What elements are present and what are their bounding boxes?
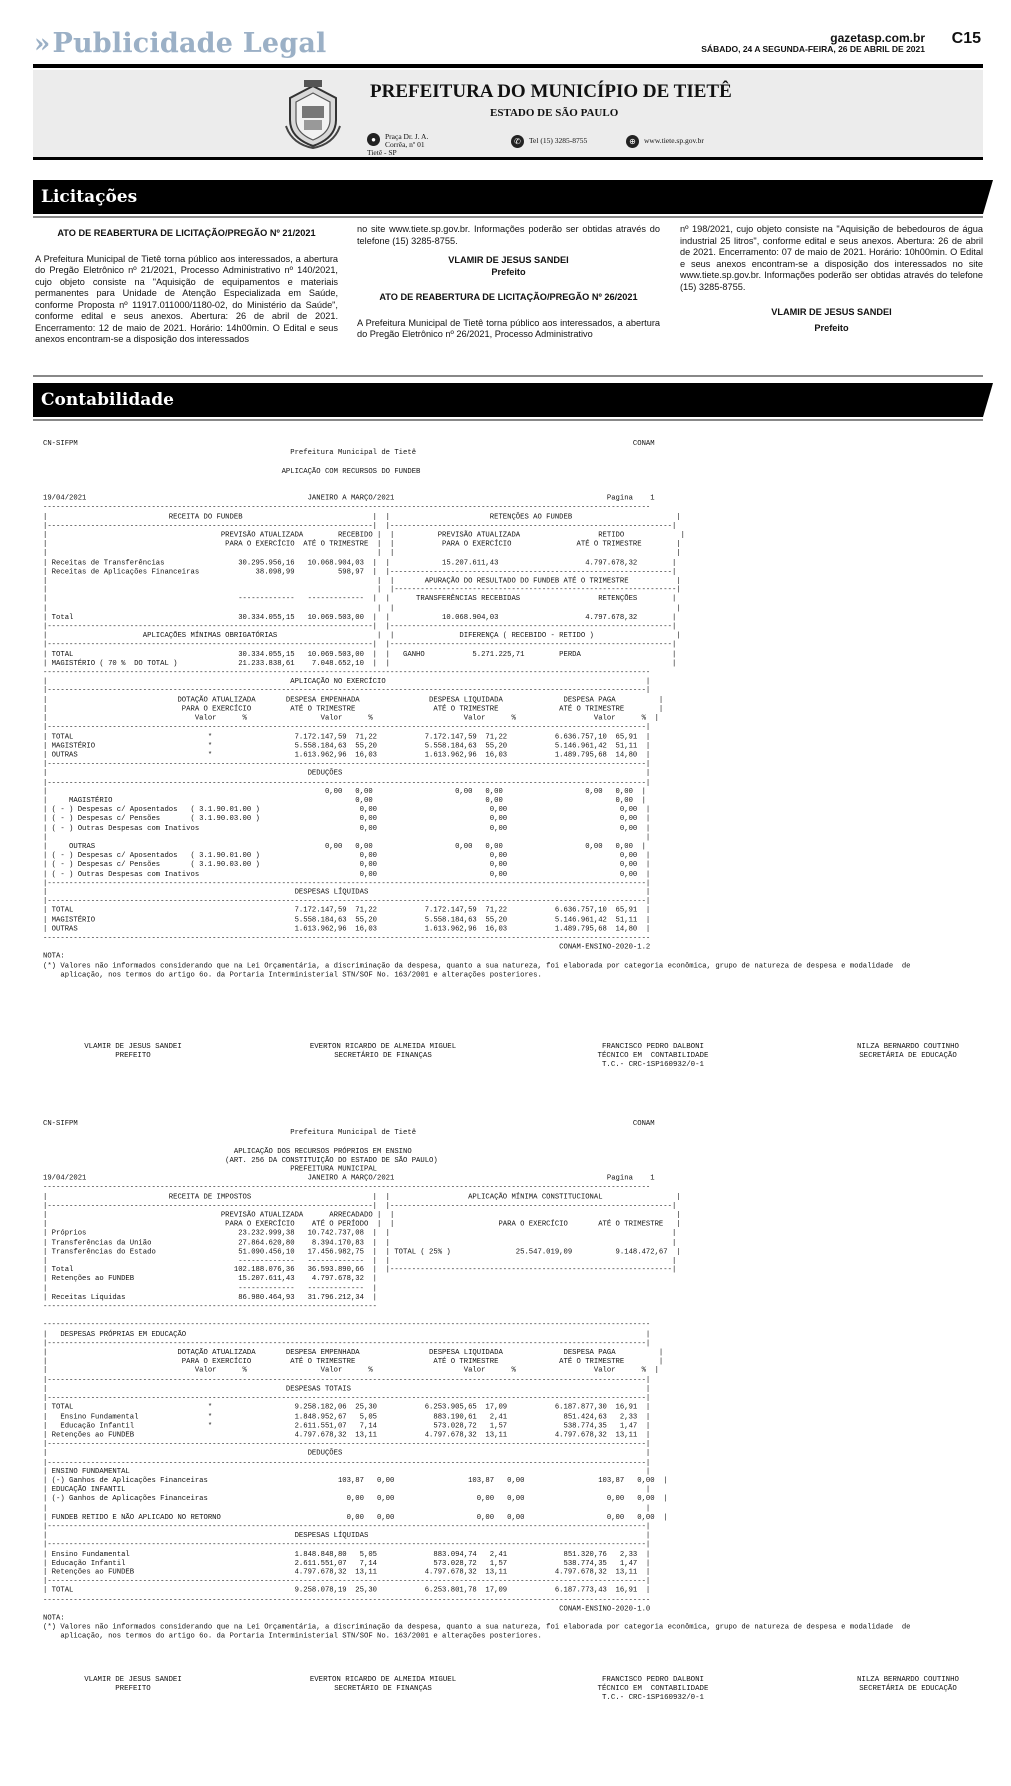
section-rule [33,216,983,218]
address-line-2: Tietê - SP [367,148,397,157]
signatory-name: EVERTON RICARDO DE ALMEIDA MIGUEL [309,1676,457,1684]
signatory-name: EVERTON RICARDO DE ALMEIDA MIGUEL [309,1043,457,1051]
signatory [813,1043,1003,1061]
signatory [813,1676,1003,1694]
signatory [553,1043,753,1070]
signature-name: VLAMIR DE JESUS SANDEI [448,255,569,265]
location-pin-icon: ● [367,133,380,146]
page-number: C15 [951,30,981,47]
signatory-registration: T.C.- CRC-1SP160932/0-1 [601,1061,704,1069]
signatory-role: SECRETÁRIO DE FINANÇAS [334,1052,432,1060]
address-line-1: Praça Dr. J. A. Corrêa, nº 01 [385,132,429,149]
signatures-block-1 [43,1043,983,1083]
signatory [43,1676,223,1694]
site-url[interactable]: gazetasp.com.br [830,31,925,45]
double-chevron-icon: » [34,29,51,59]
signatory [263,1043,503,1061]
signatory-role: SECRETÁRIA DE EDUCAÇÃO [859,1052,957,1060]
contact-web [626,135,704,148]
signatory-name: NILZA BERNARDO COUTINHO [856,1043,959,1051]
signatory-role: TÉCNICO EM CONTABILIDADE [597,1052,709,1060]
municipal-crest-icon [282,80,344,150]
signatory-name: NILZA BERNARDO COUTINHO [856,1676,959,1684]
notice-body: A Prefeitura Municipal de Tietê torna público aos interessados, a abertura do Pregão Eletrônico nº 26/2021, Processo Administrativo [357,317,660,339]
phone-icon: ✆ [511,135,524,148]
brand-label: Publicidade Legal [52,28,327,59]
signatory [43,1043,223,1061]
notice-title: ATO DE REABERTURA DE LICITAÇÃO/PREGÃO Nº 26/2021 [379,292,638,302]
signatory-registration: T.C.- CRC-1SP160932/0-1 [601,1694,704,1702]
signatory-name: VLAMIR DE JESUS SANDEI [84,1043,182,1051]
phone-number[interactable]: Tel (15) 3285-8755 [529,136,588,146]
signatory [553,1676,753,1703]
signature-name: VLAMIR DE JESUS SANDEI [771,307,892,317]
notice-title: ATO DE REABERTURA DE LICITAÇÃO/PREGÃO Nº 21/2021 [57,228,316,238]
signatures-block-2 [43,1676,983,1716]
prefeitura-title: PREFEITURA DO MUNICÍPIO DE TIETÊ [370,81,732,102]
section-rule [33,375,983,377]
signatory-role: SECRETÁRIA DE EDUCAÇÃO [859,1685,957,1693]
contact-address [367,133,452,157]
section-licitacoes [33,180,983,214]
notice-body: nº 198/2021, cujo objeto consiste na "Aquisição de bebedouros de água industrial 25 litros", conforme edital e seus anexos. Abertura: 26 de abril de 2021. Encerramento: 07 de maio de 2021. Horário: 10h00min. O Edital e seus anexos encontram-se a disposição dos interessados no site www.tiete.sp.gov.br. Informações poderão ser obtidas através do telefone (15) 3285-8755. [680,224,983,292]
issue-date: SÁBADO, 24 A SEGUNDA-FEIRA, 26 DE ABRIL DE 2021 [701,44,925,54]
signatory-role: PREFEITO [115,1685,151,1693]
ensino-report: CN-SIFPM CONAM Prefeitura Municipal de Tietê APLICAÇÃO DOS RECURSOS PRÓPRIOS EM ENSINO (ART. 256 DA CONSTITUIÇÃO DO ESTADO DE SÃO PAULO) PREFEITURA MUNICIPAL 19/04/2021 JANEIRO A MARÇO/2021 Pagina 1 -------------------------------------------------------------------------------------------------------------------------------------------- | RECEITA DE IMPOSTOS | | APLICAÇÃO MÍNIMA CONSTITUCIONAL | |---------------------------------------------------------------------------| |-----------------------------------------------------------------| | PREVISÃO ATUALIZADA ARRECADADO | | | | PARA O EXERCÍCIO ATÉ O PERÍODO | | PARA O EXERCÍCIO ATÉ O TRIMESTRE | | Próprios 23.232.999,38 10.742.737,08 | | | | Transferências da União 27.864.620,80 8.394.170,83 | | | | Transferências do Estado 51.090.456,10 17.456.982,75 | | TOTAL ( 25% ) 25.547.019,09 9.148.472,67 | | ------------- ------------- | | | | Total 102.188.076,36 36.593.890,66 | |-----------------------------------------------------------------| | Retenções ao FUNDEB 15.207.611,43 4.797.678,32 | | ------------- ------------- | | Receitas Líquidas 86.980.464,93 31.796.212,34 | ----------------------------------------------------------------------------- -------------------------------------------------------------------------------------------------------------------------------------------- | DESPESAS PRÓPRIAS EM EDUCAÇÃO | |------------------------------------------------------------------------------------------------------------------------------------------| | DOTAÇÃO ATUALIZADA DESPESA EMPENHADA DESPESA LIQUIDADA DESPESA PAGA | | PARA O EXERCÍCIO ATÉ O TRIMESTRE ATÉ O TRIMESTRE ATÉ O TRIMESTRE | | Valor % Valor % Valor % Valor % | |------------------------------------------------------------------------------------------------------------------------------------------| | DESPESAS TOTAIS | |------------------------------------------------------------------------------------------------------------------------------------------| | TOTAL * 9.258.182,06 25,30 6.253.905,65 17,09 6.187.877,30 16,91 | | Ensino Fundamental * 1.848.952,67 5,05 883.190,61 2,41 851.424,63 2,33 | | Educação Infantil * 2.611.551,07 7,14 573.028,72 1,57 538.774,35 1,47 | | Retenções ao FUNDEB 4.797.678,32 13,11 4.797.678,32 13,11 4.797.678,32 13,11 | |------------------------------------------------------------------------------------------------------------------------------------------| | DEDUÇÕES | |------------------------------------------------------------------------------------------------------------------------------------------| | ENSINO FUNDAMENTAL | | (-) Ganhos de Aplicações Financeiras 103,87 0,00 103,87 0,00 103,87 0,00 | | EDUCAÇÃO INFANTIL | | (-) Ganhos de Aplicações Financeiras 0,00 0,00 0,00 0,00 0,00 0,00 | | | | FUNDEB RETIDO E NÃO APLICADO NO RETORNO 0,00 0,00 0,00 0,00 0,00 0,00 | |------------------------------------------------------------------------------------------------------------------------------------------| | DESPESAS LÍQUIDAS | |------------------------------------------------------------------------------------------------------------------------------------------| | Ensino Fundamental 1.848.848,80 5,05 883.094,74 2,41 851.320,76 2,33 | | Educação Infantil 2.611.551,07 7,14 573.028,72 1,57 538.774,35 1,47 | | Retenções ao FUNDEB 4.797.678,32 13,11 4.797.678,32 13,11 4.797.678,32 13,11 | |------------------------------------------------------------------------------------------------------------------------------------------| | TOTAL 9.258.078,19 25,30 6.253.801,78 17,09 6.187.773,43 16,91 | -------------------------------------------------------------------------------------------------------------------------------------------- CONAM-ENSINO-2020-1.0 NOTA: (*) Valores não informados considerando que na Lei Orçamentária, a discriminação da despesa, quanto a sua natureza, foi elaborada por categoria econômica, grupo de natureza de despesa e modalidade de aplicação, nos termos do artigo 6o. da Portaria Interministerial STN/SOF No. 163/2001 e alterações posteriores. [43,1120,911,1641]
globe-icon: ⊕ [626,135,639,148]
signatory [263,1676,503,1694]
notice-column-1 [35,228,338,354]
signature-title: Prefeito [491,266,526,277]
signatory-name: FRANCISCO PEDRO DALBONI [601,1043,704,1051]
prefeitura-subtitle: ESTADO DE SÃO PAULO [490,107,619,119]
notice-body: A Prefeitura Municipal de Tietê torna público aos interessados, a abertura do Pregão Eletrônico nº 21/2021, Processo Administrativo nº 140/2021, cujo objeto consiste na "Aquisição de equipamentos e materiais permanentes para Unidade de Atenção Especializada em Saúde, conforme Proposta nº 11917.011000/1180-02, do Ministério da Saúde", conforme edital e seus anexos. Abertura: 26 de abril de 2021. Encerramento: 12 de maio de 2021. Horário: 14h00min. O Edital e seus anexos encontram-se a disposição dos interessados [35,253,338,344]
notice-column-2 [357,224,660,349]
web-address[interactable]: www.tiete.sp.gov.br [644,136,704,146]
signatory-name: VLAMIR DE JESUS SANDEI [84,1676,182,1684]
signature-title: Prefeito [814,322,849,333]
signatory-role: TÉCNICO EM CONTABILIDADE [597,1685,709,1693]
signatory-role: SECRETÁRIO DE FINANÇAS [334,1685,432,1693]
section-contabilidade [33,383,983,417]
signatory-role: PREFEITO [115,1052,151,1060]
notice-column-3 [680,224,983,344]
section-title: Contabilidade [41,390,174,410]
contact-phone [511,135,587,148]
header-rule [33,64,983,68]
fundeb-report: CN-SIFPM CONAM Prefeitura Municipal de Tietê APLICAÇÃO COM RECURSOS DO FUNDEB 19/04/2021 JANEIRO A MARÇO/2021 Pagina 1 -------------------------------------------------------------------------------------------------------------------------------------------- | RECEITA DO FUNDEB | | RETENÇÕES AO FUNDEB | |---------------------------------------------------------------------------| |-----------------------------------------------------------------| | PREVISÃO ATUALIZADA RECEBIDO | | PREVISÃO ATUALIZADA RETIDO | | PARA O EXERCÍCIO ATÉ O TRIMESTRE | | PARA O EXERCÍCIO ATÉ O TRIMESTRE | | | | | | Receitas de Transferências 30.295.956,16 10.068.904,03 | | 15.207.611,43 4.797.678,32 | | Receitas de Aplicações Financeiras 38.098,99 598,97 | |-----------------------------------------------------------------| | | | APURAÇÃO DO RESULTADO DO FUNDEB ATÉ O TRIMESTRE | | | |-----------------------------------------------------------------| | ------------- ------------- | | TRANSFERÊNCIAS RECEBIDAS RETENÇÕES | | | | | | Total 30.334.055,15 10.069.503,00 | | 10.068.904,03 4.797.678,32 | |---------------------------------------------------------------------------| |-----------------------------------------------------------------| | APLICAÇÕES MÍNIMAS OBRIGATÓRIAS | | DIFERENÇA ( RECEBIDO - RETIDO ) | |---------------------------------------------------------------------------| |-----------------------------------------------------------------| | TOTAL 30.334.055,15 10.069.503,00 | | GANHO 5.271.225,71 PERDA | | MAGISTÉRIO ( 70 % DO TOTAL ) 21.233.838,61 7.048.652,10 | | | -------------------------------------------------------------------------------------------------------------------------------------------- | APLICAÇÃO NO EXERCÍCIO | |------------------------------------------------------------------------------------------------------------------------------------------| | DOTAÇÃO ATUALIZADA DESPESA EMPENHADA DESPESA LIQUIDADA DESPESA PAGA | | PARA O EXERCÍCIO ATÉ O TRIMESTRE ATÉ O TRIMESTRE ATÉ O TRIMESTRE | | Valor % Valor % Valor % Valor % | |------------------------------------------------------------------------------------------------------------------------------------------| | TOTAL * 7.172.147,59 71,22 7.172.147,59 71,22 6.636.757,10 65,91 | | MAGISTÉRIO * 5.558.184,63 55,20 5.558.184,63 55,20 5.146.961,42 51,11 | | OUTRAS * 1.613.962,96 16,03 1.613.962,96 16,03 1.489.795,68 14,80 | |------------------------------------------------------------------------------------------------------------------------------------------| | DEDUÇÕES | |------------------------------------------------------------------------------------------------------------------------------------------| | 0,00 0,00 0,00 0,00 0,00 0,00 | | MAGISTÉRIO 0,00 0,00 0,00 | | ( - ) Despesas c/ Aposentados ( 3.1.90.01.00 ) 0,00 0,00 0,00 | | ( - ) Despesas c/ Pensões ( 3.1.90.03.00 ) 0,00 0,00 0,00 | | ( - ) Outras Despesas com Inativos 0,00 0,00 0,00 | | | | OUTRAS 0,00 0,00 0,00 0,00 0,00 0,00 | | ( - ) Despesas c/ Aposentados ( 3.1.90.01.00 ) 0,00 0,00 0,00 | | ( - ) Despesas c/ Pensões ( 3.1.90.03.00 ) 0,00 0,00 0,00 | | ( - ) Outras Despesas com Inativos 0,00 0,00 0,00 | |------------------------------------------------------------------------------------------------------------------------------------------| | DESPESAS LÍQUIDAS | |------------------------------------------------------------------------------------------------------------------------------------------| | TOTAL 7.172.147,59 71,22 7.172.147,59 71,22 6.636.757,10 65,91 | | MAGISTÉRIO 5.558.184,63 55,20 5.558.184,63 55,20 5.146.961,42 51,11 | | OUTRAS 1.613.962,96 16,03 1.613.962,96 16,03 1.489.795,68 14,80 | -------------------------------------------------------------------------------------------------------------------------------------------- CONAM-ENSINO-2020-1.2 NOTA: (*) Valores não informados considerando que na Lei Orçamentária, a discriminação da despesa, quanto a sua natureza, foi elaborada por categoria econômica, grupo de natureza de despesa e modalidade de aplicação, nos termos do artigo 6o. da Portaria Interministerial STN/SOF No. 163/2001 e alterações posteriores. [43,440,911,980]
notice-body: no site www.tiete.sp.gov.br. Informações poderão ser obtidas através do telefone (15) 3285-8755. [357,224,660,246]
publication-brand [34,28,327,59]
signatory-name: FRANCISCO PEDRO DALBONI [601,1676,704,1684]
section-rule [33,419,983,421]
section-title: Licitações [41,187,138,207]
